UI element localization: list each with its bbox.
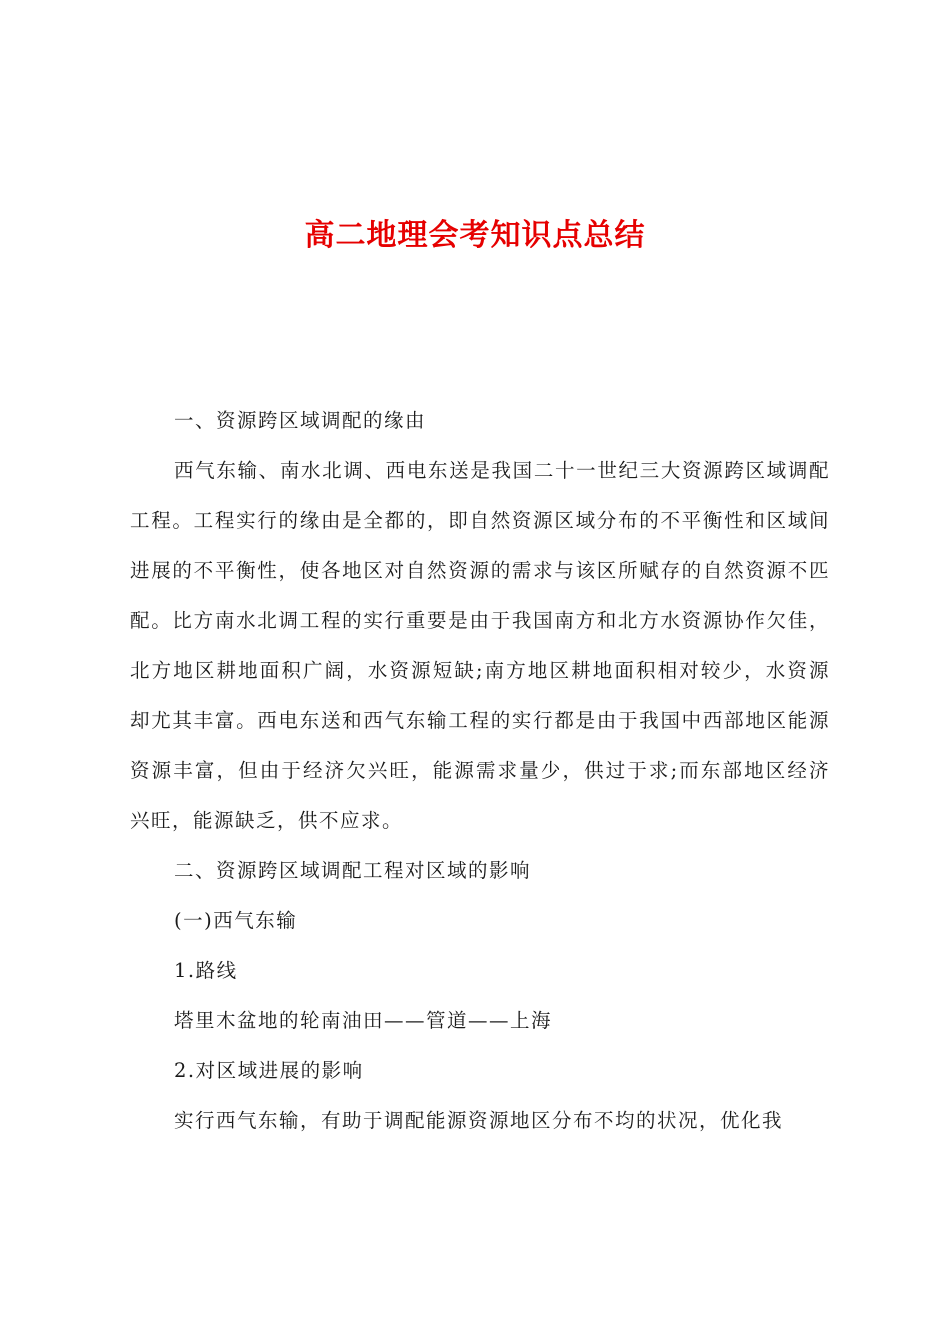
subsection-heading: (一)西气东输 bbox=[174, 909, 298, 932]
section-heading-2: 二、资源跨区域调配工程对区域的影响 bbox=[174, 859, 532, 882]
item-heading-impact: 2.对区域进展的影响 bbox=[174, 1059, 364, 1082]
document-body bbox=[130, 396, 830, 1146]
item-heading-route: 1.路线 bbox=[174, 959, 238, 982]
paragraph-impact: 实行西气东输，有助于调配能源资源地区分布不均的状况，优化我 bbox=[174, 1109, 784, 1132]
paragraph-route: 塔里木盆地的轮南油田——管道——上海 bbox=[174, 1009, 553, 1032]
paragraph-reasons: 西气东输、南水北调、西电东送是我国二十一世纪三大资源跨区域调配工程。工程实行的缘由是全都的，即自然资源区域分布的不平衡性和区域间进展的不平衡性，使各地区对自然资源的需求与该区所赋存的自然资源不匹配。比方南水北调工程的实行重要是由于我国南方和北方水资源协作欠佳，北方地区耕地面积广阔，水资源短缺;南方地区耕地面积相对较少，水资源却尤其丰富。西电东送和西气东输工程的实行都是由于我国中西部地区能源资源丰富，但由于经济欠兴旺，能源需求量少，供过于求;而东部地区经济兴旺，能源缺乏，供不应求。 bbox=[130, 459, 830, 832]
section-heading-1: 一、资源跨区域调配的缘由 bbox=[174, 409, 427, 432]
document-title: 高二地理会考知识点总结 bbox=[304, 218, 646, 253]
